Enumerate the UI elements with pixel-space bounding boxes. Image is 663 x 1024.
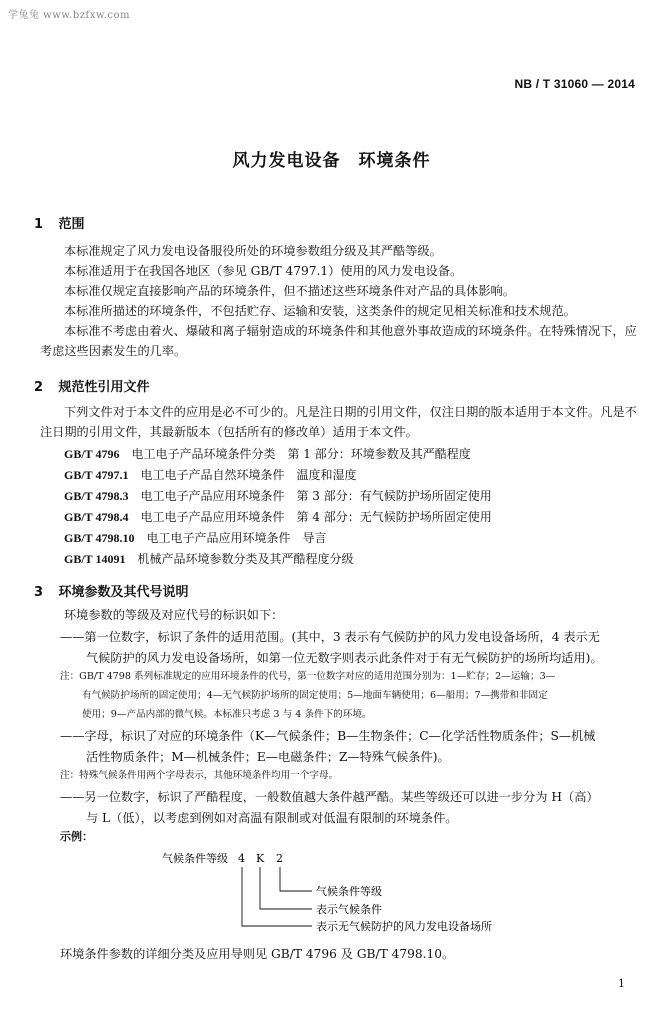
- section-number: 1: [34, 217, 44, 232]
- note-1: [60, 667, 640, 724]
- example-digit2: 2: [276, 852, 283, 865]
- reference-code: GB/T 4798.4: [64, 510, 129, 524]
- connector-line: [280, 867, 312, 891]
- reference-title: 电工电子产品环境条件分类 第 1 部分：环境参数及其严酷程度: [131, 447, 471, 461]
- note-2: [60, 766, 640, 785]
- page-number: 1: [618, 977, 625, 990]
- reference-item: [64, 445, 471, 462]
- note-line: 注：特殊气候条件用两个字母表示，其他环境条件均用一个字母。: [60, 770, 339, 781]
- reference-title: 机械产品环境参数分类及其严酷程度分级: [137, 552, 354, 566]
- paragraph: 本标准不考虑由着火、爆破和离子辐射造成的环境条件和其他意外事故造成的环境条件。在特殊情况下，应考虑这些因素发生的几率。: [40, 324, 637, 358]
- reference-title: 电工电子产品自然环境条件 温度和湿度: [140, 468, 357, 482]
- reference-code: GB/T 4798.10: [64, 531, 135, 545]
- note-line: 使用；9—产品内部的微气候。本标准只考虑 3 与 4 条件下的环境。: [82, 709, 372, 720]
- connector-line: [260, 867, 312, 909]
- section-3-heading: [34, 581, 189, 600]
- list-line: ——字母，标识了对应的环境条件（K—气候条件；B—生物条件；C—化学活性物质条件；S—机械: [60, 729, 596, 743]
- list-line: 活性物质条件；M—机械条件；E—电磁条件；Z—特殊气候条件)。: [86, 750, 450, 764]
- note-line: 有气候防护场所的固定使用；4—无气候防护场所的固定使用；5—地面车辆使用；6—船用；7—携带和非固定: [82, 690, 548, 701]
- section-title: 环境参数及其代号说明: [58, 585, 189, 600]
- reference-code: GB/T 4797.1: [64, 468, 129, 482]
- reference-code: GB/T 14091: [64, 552, 126, 566]
- example-explain: 气候条件等级: [316, 885, 382, 898]
- reference-item: [64, 550, 354, 567]
- list-item-digit2: [60, 787, 640, 829]
- list-line: ——另一位数字，标识了严酷程度，一般数值越大条件越严酷。某些等级还可以进一步分为 H（高）: [60, 790, 599, 804]
- paragraph: 环境参数的等级及对应代号的标识如下：: [64, 608, 284, 622]
- paragraph: 本标准仅规定直接影响产品的环境条件，但不描述这些环境条件对产品的具体影响。: [64, 284, 515, 298]
- reference-item: [64, 529, 327, 546]
- example-prefix: 气候条件等级: [162, 852, 228, 865]
- reference-item: [64, 508, 492, 525]
- reference-title: 电工电子产品应用环境条件 第 3 部分：有气候防护场所固定使用: [140, 489, 492, 503]
- watermark: 学兔兔 www.bzfxw.com: [8, 10, 131, 21]
- reference-title: 电工电子产品应用环境条件 导言: [146, 531, 327, 545]
- reference-code: GB/T 4798.3: [64, 489, 129, 503]
- list-line: 气候防护的风力发电设备场所，如第一位无数字则表示此条件对于有无气候防护的场所均适用)。: [86, 651, 603, 665]
- example-explain: 表示无气候防护的风力发电设备场所: [316, 920, 492, 933]
- list-item-letter: [60, 726, 640, 768]
- paragraph: 本标准所描述的环境条件，不包括贮存、运输和安装，这类条件的规定见相关标准和技术规范。: [64, 304, 576, 318]
- section-number: 3: [34, 585, 44, 600]
- list-line: ——第一位数字，标识了条件的适用范围。(其中，3 表示有气候防护的风力发电设备场所，4 表示无: [60, 630, 600, 644]
- list-item-digit1: [60, 627, 640, 669]
- example-diagram: [0, 840, 663, 940]
- example-digit1: 4: [238, 852, 245, 865]
- paragraph: 下列文件对于本文件的应用是必不可少的。凡是注日期的引用文件，仅注日期的版本适用于本文件。凡是不注日期的引用文件，其最新版本（包括所有的修改单）适用于本文件。: [40, 405, 637, 439]
- list-line: 与 L（低），以考虑到例如对高温有限制或对低温有限制的环境条件。: [86, 811, 458, 825]
- example-explain: 表示气候条件: [316, 903, 382, 916]
- section-2-heading: [34, 376, 150, 395]
- connector-line: [242, 867, 312, 926]
- section-1-heading: [34, 213, 85, 232]
- closing-paragraph: 环境条件参数的详细分类及应用导则见 GB/T 4796 及 GB/T 4798.10。: [60, 947, 455, 961]
- reference-item: [64, 487, 492, 504]
- paragraph: 本标准规定了风力发电设备服役所处的环境参数组分级及其严酷等级。: [64, 244, 442, 258]
- reference-title: 电工电子产品应用环境条件 第 4 部分：无气候防护场所固定使用: [140, 510, 492, 524]
- section-number: 2: [34, 380, 44, 395]
- example-letter: K: [256, 852, 265, 865]
- note-line: 注：GB/T 4798 系列标准规定的应用环境条件的代号，第一位数字对应的适用范围分别为：1—贮存；2—运输；3—: [60, 671, 556, 682]
- section-title: 范围: [58, 217, 85, 232]
- paragraph: 本标准适用于在我国各地区（参见 GB/T 4797.1）使用的风力发电设备。: [64, 264, 463, 278]
- standard-number: NB / T 31060 — 2014: [514, 77, 635, 91]
- reference-item: [64, 466, 357, 483]
- section-title: 规范性引用文件: [58, 380, 150, 395]
- reference-code: GB/T 4796: [64, 447, 120, 461]
- document-title: 风力发电设备 环境条件: [232, 151, 431, 171]
- example-label: 示例：: [60, 830, 93, 843]
